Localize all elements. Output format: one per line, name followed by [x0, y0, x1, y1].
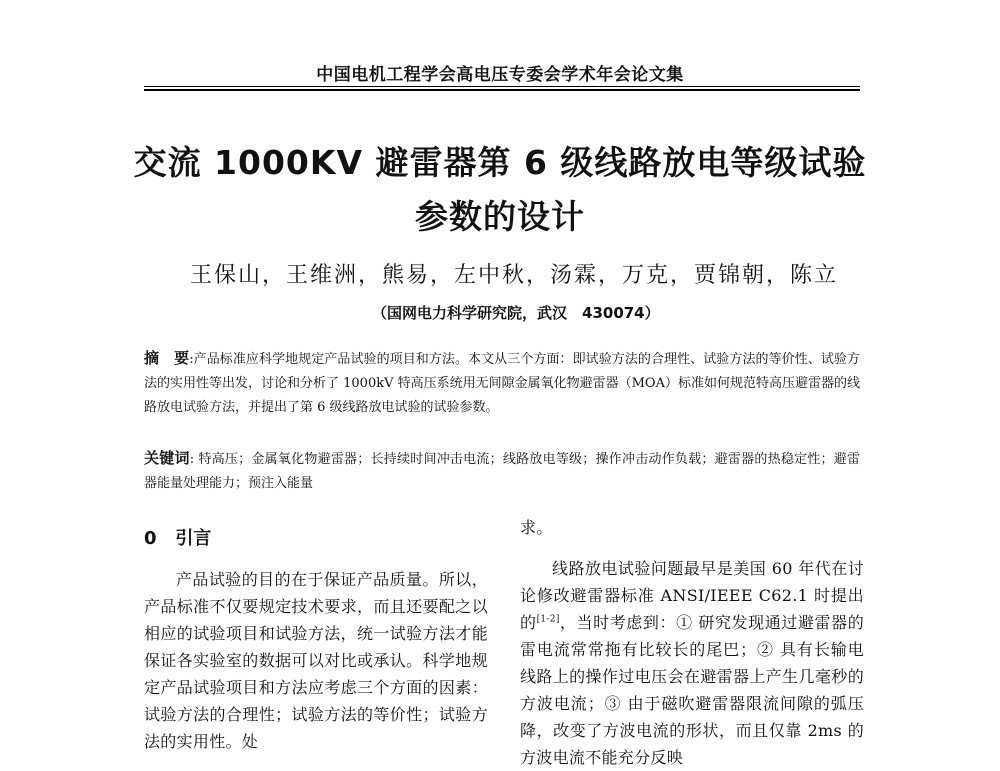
paper-title-line1: 交流 1000KV 避雷器第 6 级线路放电等级试验 [133, 143, 867, 182]
header-rule-thin [144, 86, 860, 87]
journal-header: 中国电机工程学会高电压专委会学术年会论文集 [316, 65, 684, 85]
right-paragraph-2 [520, 555, 864, 771]
authors: 王保山，王维洲，熊易，左中秋，汤霖，万克，贾锦朝，陈立 [190, 263, 839, 288]
right-column [520, 514, 864, 771]
keywords-text: : 特高压；金属氧化物避雷器；长持续时间冲击电流；线路放电等级；操作冲击动作负载；避雷器的热稳定性；避雷器能量处理能力；预注入能量 [144, 452, 860, 491]
section-heading [144, 524, 211, 550]
abstract-label: 摘 要 [144, 349, 190, 367]
abstract [144, 346, 860, 420]
affiliation: （国网电力科学研究院，武汉 430074） [372, 304, 660, 322]
header-rule-thick [144, 89, 860, 91]
left-column [144, 566, 488, 755]
left-paragraph: 产品试验的目的在于保证产品质量。所以，产品标准不仅要规定技术要求，而且还要配之以相应的试验项目和试验方法，统一试验方法才能保证各实验室的数据可以对比或承认。科学地规定产品试验项目和方法应考虑三个方面的因素：试验方法的合理性；试验方法的等价性；试验方法的实用性。处 [144, 570, 488, 751]
keywords-label: 关键词 [144, 449, 190, 467]
right-paragraph-2-end: ，当时考虑到：① 研究发现通过避雷器的雷电流常常拖有比较长的尾巴；② 具有长输电线路上的操作过电压会在避雷器上产生几毫秒的方波电流；③ 由于磁吹避雷器限流间隙的弧压降，改变了方波电流的形状，而且仅靠 2ms 的方波电流不能充分反映 [520, 613, 864, 767]
abstract-text: :产品标准应科学地规定产品试验的项目和方法。本文从三个方面：即试验方法的合理性、试验方法的等价性、试验方法的实用性等出发，讨论和分析了 1000kV 特高压系统用无间隙金属氧化物避雷器（MOA）标准如何规范特高压避雷器的线路放电试验方法，并提出了第 6 级线路放电试验的试验参数。 [144, 352, 860, 415]
paper-title-line2: 参数的设计 [415, 197, 585, 236]
right-paragraph-2-start: 线路放电试验问题最早是美国 60 年代在讨论修改避雷器标准 ANSI/IEEE C62.1 时提出的 [520, 559, 864, 632]
keywords [144, 446, 860, 496]
section-number: 0 [144, 528, 157, 549]
right-paragraph-1: 求。 [520, 518, 553, 537]
section-title: 引言 [175, 528, 212, 549]
citation-ref: [1-2] [536, 614, 560, 625]
